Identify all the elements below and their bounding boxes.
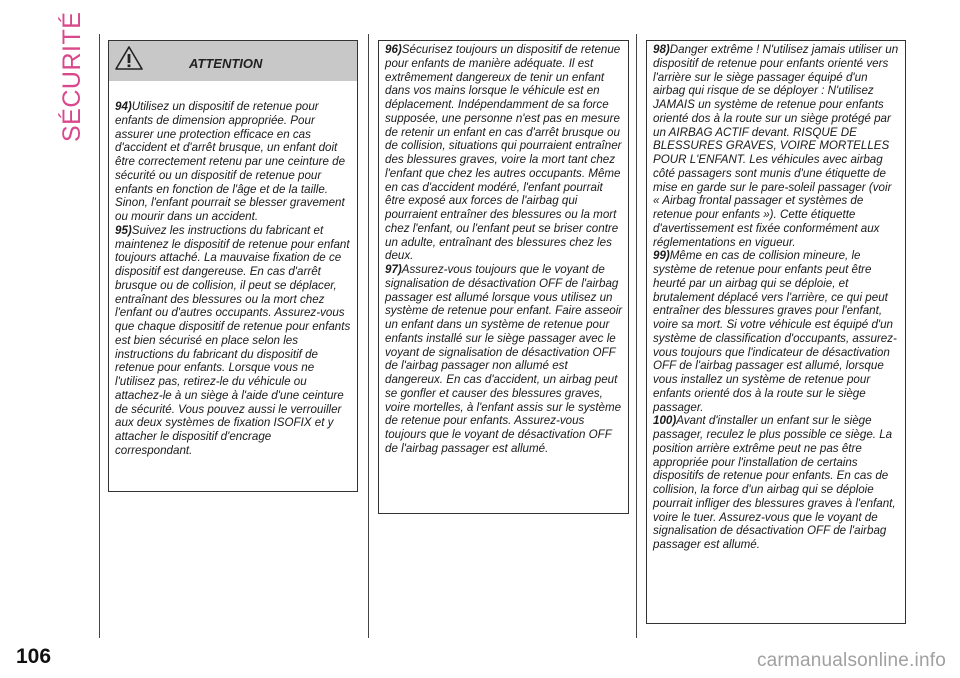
warning-item-97 [385,263,625,456]
warning-text: Même en cas de collision mineure, le système de retenue pour enfants peut être heurté par un airbag qui se déploie, et brutalement déplacé vers l'arrière, ce qui peut entraîner des blessures graves pour l'enfant, voire sa mort. Si votre véhicule est équipé d'un système de classification d'occupants, assurez-vous toujours que l'indicateur de désactivation OFF de l'airbag passager est allumé, lorsque vous installez un système de retenue pour enfants orienté dos à la route sur le siège passager. [653,249,897,414]
watermark: carmanualsonline.info [756,650,946,671]
warning-item-96 [385,43,625,263]
warning-number: 98) [653,43,670,56]
warning-item-98 [653,43,901,249]
warning-number: 99) [653,249,670,263]
attention-header [109,41,357,81]
warning-text: Avant d'installer un enfant sur le siège passager, reculez le plus possible ce siège. La position arrière extrême peut ne pas être appropriée pour l'installation de certains dispositifs de retenue pour enfants. En cas de collision, la force d'un airbag qui se déploie pourrait infliger des blessures graves à l'enfant, voire le tuer. Assurez-vous que le voyant de signalisation de désactivation OFF de l'airbag passager est allumé. [653,414,896,551]
column-divider-right [636,34,637,638]
warning-number: 95) [115,223,132,237]
warning-number: 97) [385,263,402,276]
warning-text: Utilisez un dispositif de retenue pour enfants de dimension appropriée. Pour assurer une protection efficace en cas d'accident et d'arrêt brusque, un enfant doit être correctement retenu par une ceinture de sécurité ou un dispositif de retenue pour enfants en fonction de l'âge et de la taille. Sinon, l'enfant pourrait se blesser gravement ou mourir dans un accident. [115,100,346,223]
warning-number: 100) [653,414,677,428]
section-title [52,11,88,150]
warning-item-99 [653,249,901,414]
warning-text: Danger extrême ! N'utilisez jamais utiliser un dispositif de retenue pour enfants orienté vers l'arrière sur le siège passager équipé d'un airbag qui risque de se déployer : N'utilisez JAMAIS un système de retenue pour enfants orienté dos à la route sur un siège protégé par un AIRBAG ACTIF devant. RISQUE DE BLESSURES GRAVES, VOIRE MORTELLES POUR L'ENFANT. Les véhicules avec airbag côté passagers sont munis d'une étiquette de mise en garde sur le pare-soleil passager (voir « Airbag frontal passager et systèmes de retenue pour enfants »). Cette étiquette d'avertissement est fixée conformément aux réglementations en vigueur. [653,43,899,249]
column-divider-left [368,34,369,638]
column-divider-outer [99,34,100,638]
attention-title: ATTENTION [189,56,263,71]
warning-text: Suivez les instructions du fabricant et maintenez le dispositif de retenue pour enfant toujours attaché. La mauvaise fixation de ce dispositif est dangereuse. En cas d'arrêt brusque ou de collision, il peut se déplacer, entraînant des blessures ou la mort chez l'enfant ou d'autres occupants. Assurez-vous que chaque dispositif de retenue pour enfants est bien sécurisé en place selon les instructions du fabricant du dispositif de retenue pour enfants. Lorsque vous ne l'utilisez pas, retirez-le du véhicule ou attachez-le à un siège à l'aide d'une ceinture de sécurité. Vous pouvez aussi le verrouiller aux deux systèmes de fixation ISOFIX et y attacher le dispositif d'encrage correspondant. [115,223,351,457]
warning-item-100 [653,414,901,552]
warning-box-column-3 [646,40,906,624]
warning-triangle-icon [115,45,143,71]
page-number: 106 [16,645,52,668]
warning-number: 96) [385,43,402,56]
warning-text-column-2 [385,43,625,456]
warning-item-94 [115,100,351,224]
section-title-text: SÉCURITÉ [58,11,86,142]
warning-text: Sécurisez toujours un dispositif de retenue pour enfants de manière adéquate. Il est extrêmement dangereux de tenir un enfant dans vos mains lorsque le véhicule est en déplacement. Indépendamment de sa force supposée, une personne n'est pas en mesure de retenir un enfant en cas d'arrêt brusque ou de collision, situations qui pourraient entraîner des blessures graves, voire la mort tant chez l'enfant que chez les autres occupants. Même en cas d'accident modéré, l'enfant pourrait être exposé aux forces de l'airbag qui pourraient entraîner des blessures ou la mort chez l'enfant, ou l'enfant peut se briser contre un adulte, entraînant des blessures chez les deux. [385,43,622,263]
warning-text-column-3 [653,43,901,552]
warning-text: Assurez-vous toujours que le voyant de signalisation de désactivation OFF de l'airbag passager est allumé lorsque vous utilisez un système de retenue pour enfant. Faire asseoir un enfant dans un système de retenue pour enfants installé sur le siège passager avec le voyant de signalisation de désactivation OFF de l'airbag passager non allumé est dangereux. En cas d'accident, un airbag peut se gonfler et causer des blessures graves, voire mortelles, à l'enfant assis sur le système de retenue pour enfants. Assurez-vous toujours que le voyant de désactivation OFF de l'airbag passager est allumé. [385,263,623,455]
warning-box-column-2 [378,40,629,514]
warning-number: 94) [115,100,132,113]
warning-item-95 [115,224,351,458]
attention-box [108,40,358,492]
warning-text-column-1 [115,100,351,458]
